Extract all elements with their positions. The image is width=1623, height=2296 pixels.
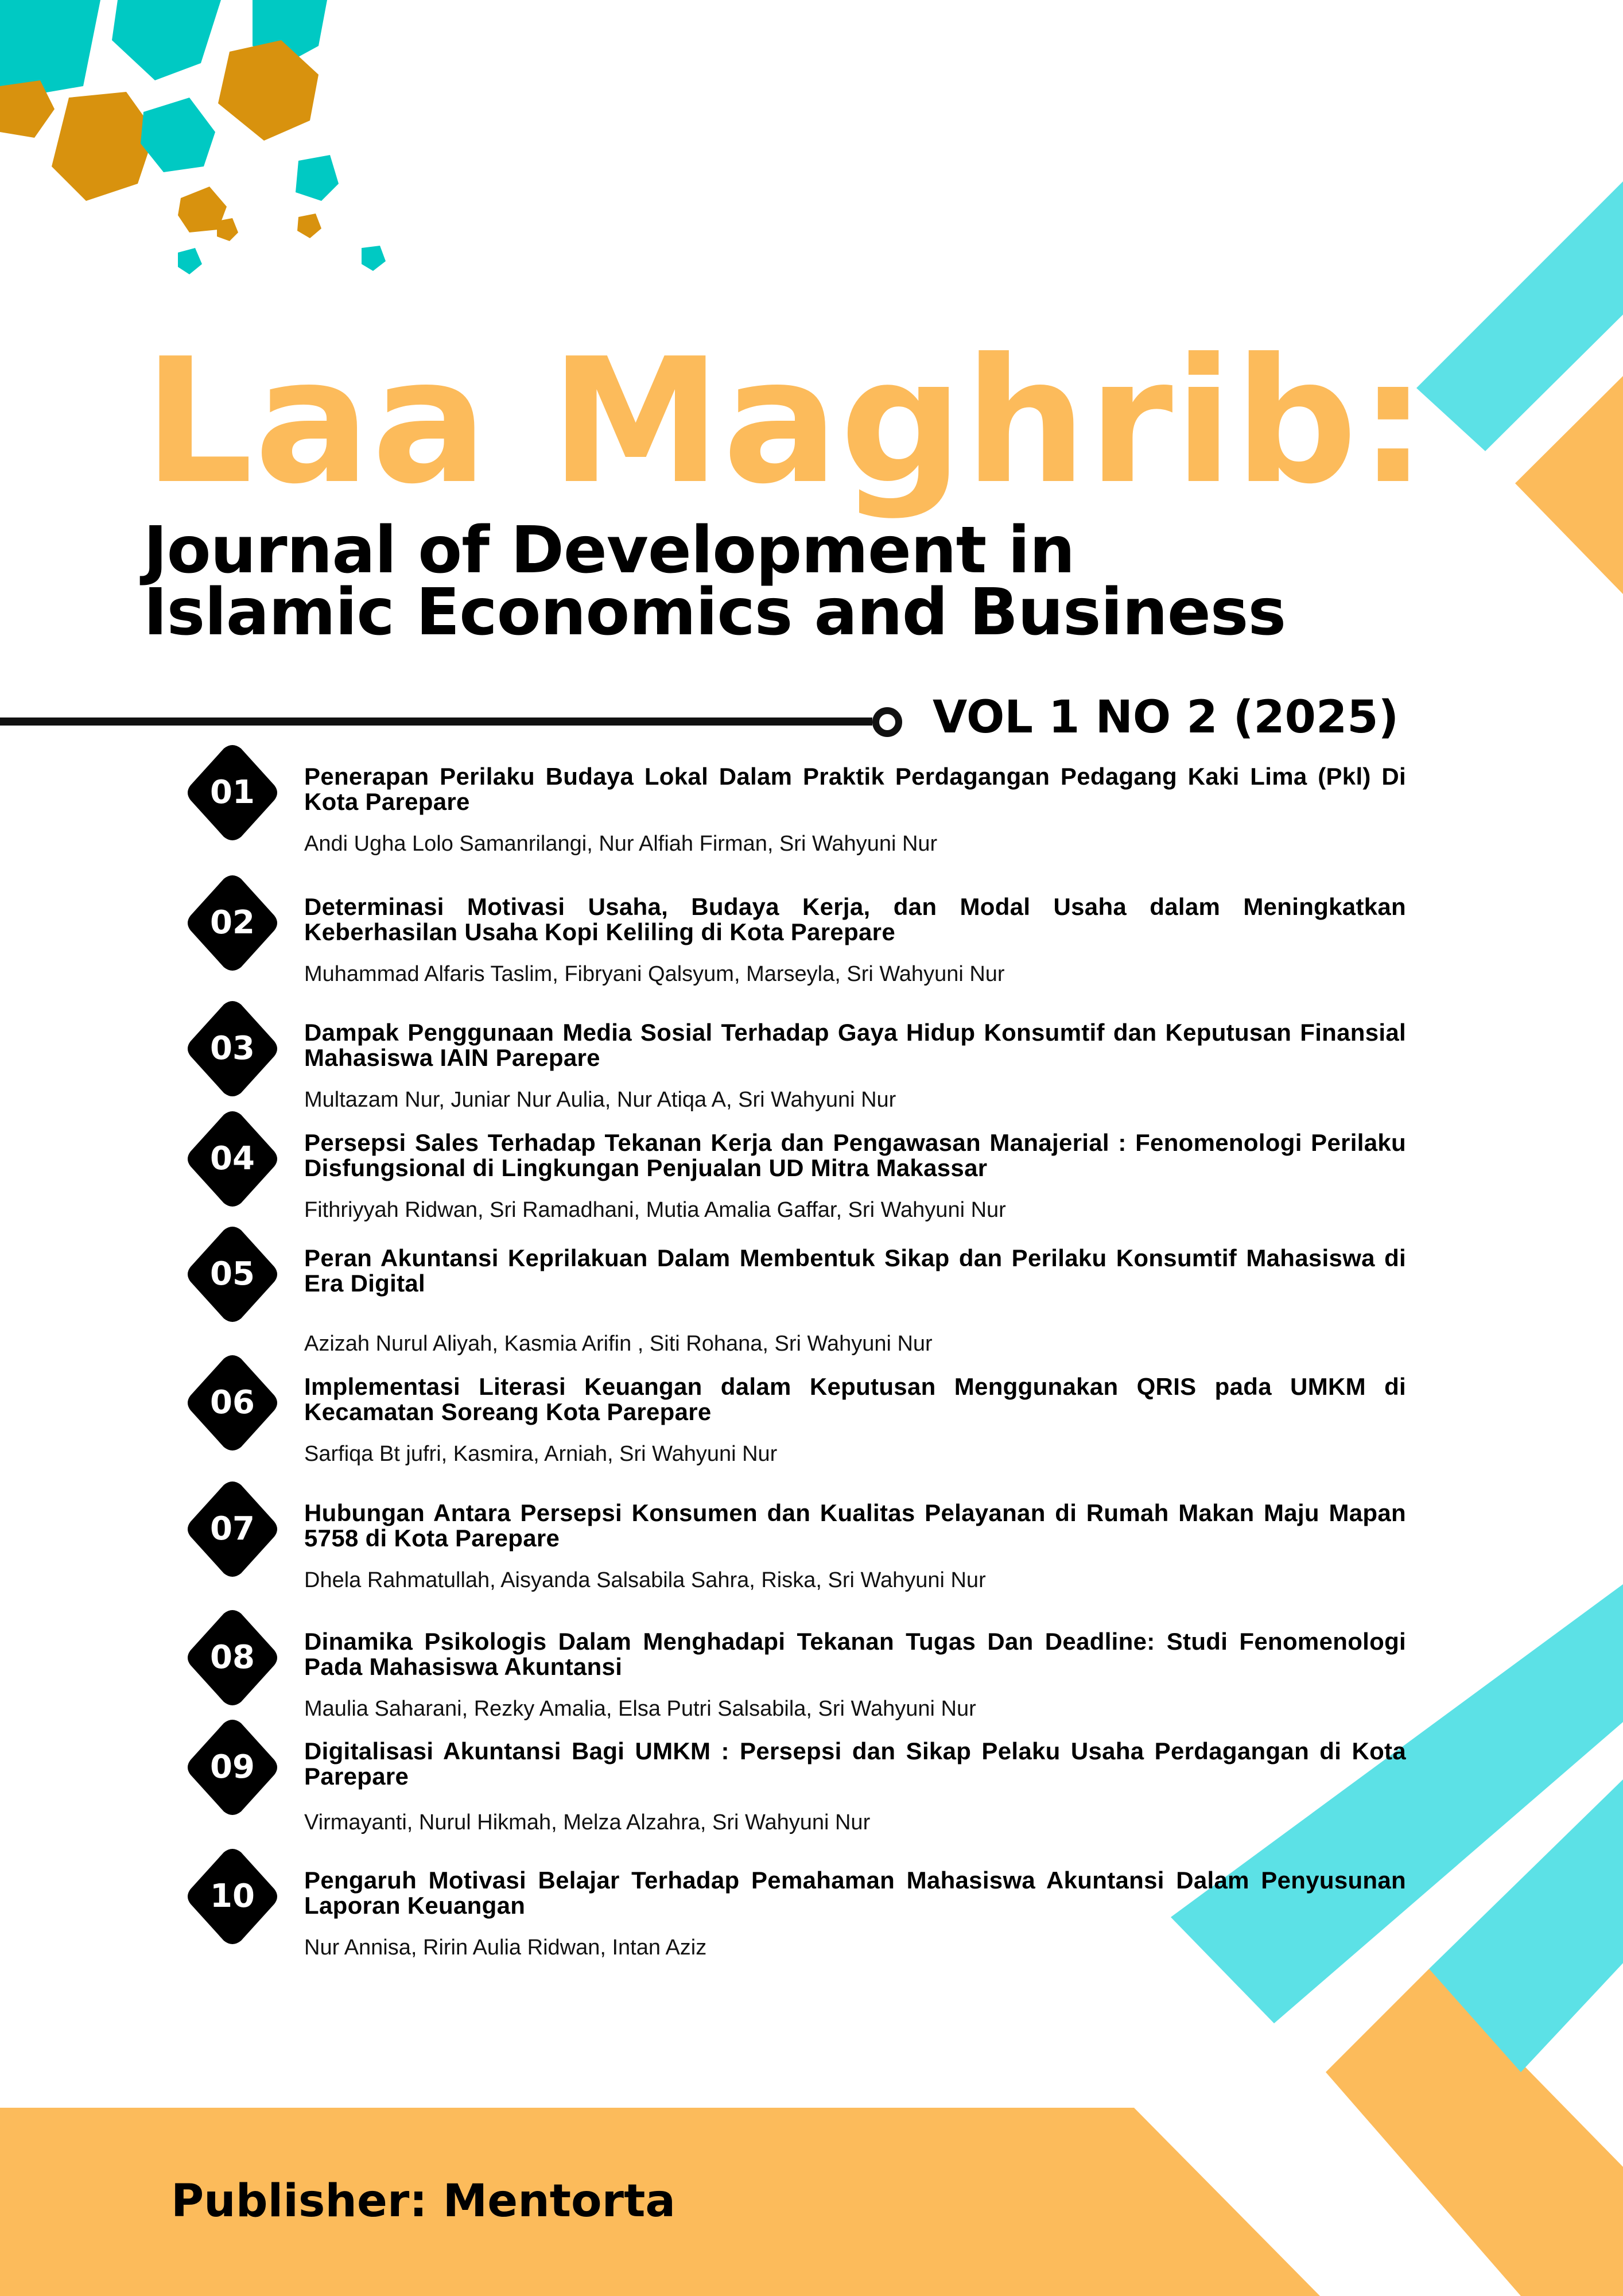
article-number: 03 [210,1030,255,1067]
journal-title: Laa Maghrib: [143,321,1429,522]
article-title: Persepsi Sales Terhadap Tekanan Kerja dan Pengawasan Manajerial : Fenomenologi Perilaku Disfungsional di Lingkungan Penjualan UD Mitra Makassar [304,1129,1406,1181]
article-title: Dampak Penggunaan Media Sosial Terhadap Gaya Hidup Konsumtif dan Keputusan Finansial Mahasiswa IAIN Parepare [304,1019,1406,1071]
article-authors: Fithriyyah Ridwan, Sri Ramadhani, Mutia Amalia Gaffar, Sri Wahyuni Nur [304,1198,1006,1222]
article-authors: Nur Annisa, Ririn Aulia Ridwan, Intan Aziz [304,1936,707,1960]
article-number: 08 [210,1639,255,1676]
article-title: Determinasi Motivasi Usaha, Budaya Kerja, dan Modal Usaha dalam Meningkatkan Keberhasilan Usaha Kopi Keliling di Kota Parepare [304,893,1406,945]
article-title: Digitalisasi Akuntansi Bagi UMKM : Persepsi dan Sikap Pelaku Usaha Perdagangan di Kota Parepare [304,1737,1406,1790]
article-number-badge [184,1609,281,1707]
article-title: Implementasi Literasi Keuangan dalam Keputusan Menggunakan QRIS pada UMKM di Kecamatan Soreang Kota Parepare [304,1373,1406,1425]
article-number-badge [184,1225,281,1323]
article-number-badge [184,1354,281,1452]
article-number-badge [184,744,281,841]
article-number-badge [184,1848,281,1945]
article-number-badge [184,1000,281,1097]
publisher-label: Publisher: Mentorta [171,2175,675,2227]
article-number: 06 [210,1384,255,1421]
article-authors: Dhela Rahmatullah, Aisyanda Salsabila Sahra, Riska, Sri Wahyuni Nur [304,1568,986,1592]
subtitle-line-1: Journal of Development in [143,513,1075,588]
article-number: 04 [210,1140,255,1177]
article-number-badge [184,1480,281,1578]
article-authors: Muhammad Alfaris Taslim, Fibryani Qalsyum, Marseyla, Sri Wahyuni Nur [304,962,1005,986]
subtitle-line-2: Islamic Economics and Business [143,575,1286,650]
hexagon-cluster-decoration [0,0,386,274]
divider-dot [872,707,902,737]
article-authors: Maulia Saharani, Rezky Amalia, Elsa Putri Salsabila, Sri Wahyuni Nur [304,1697,976,1721]
article-authors: Azizah Nurul Aliyah, Kasmia Arifin , Siti Rohana, Sri Wahyuni Nur [304,1332,933,1356]
divider-line [0,718,872,726]
article-number: 10 [210,1878,255,1915]
article-title: Peran Akuntansi Keprilakuan Dalam Membentuk Sikap dan Perilaku Konsumtif Mahasiswa di Era Digital [304,1244,1406,1297]
article-number-badge [184,1719,281,1816]
article-authors: Multazam Nur, Juniar Nur Aulia, Nur Atiqa A, Sri Wahyuni Nur [304,1088,896,1112]
article-number-badge [184,874,281,972]
journal-subtitle [143,513,1286,650]
article-number: 05 [210,1255,255,1293]
article-number: 02 [210,904,255,941]
article-title: Hubungan Antara Persepsi Konsumen dan Kualitas Pelayanan di Rumah Makan Maju Mapan 5758 di Kota Parepare [304,1499,1406,1552]
article-number: 01 [210,774,255,811]
article-authors: Virmayanti, Nurul Hikmah, Melza Alzahra, Sri Wahyuni Nur [304,1810,871,1835]
article-title: Penerapan Perilaku Budaya Lokal Dalam Praktik Perdagangan Pedagang Kaki Lima (Pkl) Di Kota Parepare [304,763,1406,815]
article-authors: Sarfiqa Bt jufri, Kasmira, Arniah, Sri Wahyuni Nur [304,1442,778,1466]
article-number: 09 [210,1748,255,1786]
article-title: Dinamika Psikologis Dalam Menghadapi Tekanan Tugas Dan Deadline: Studi Fenomenologi Pada Mahasiswa Akuntansi [304,1628,1406,1680]
article-number-badge [184,1110,281,1208]
article-number: 07 [210,1510,255,1548]
article-title: Pengaruh Motivasi Belajar Terhadap Pemahaman Mahasiswa Akuntansi Dalam Penyusunan Laporan Keuangan [304,1867,1406,1919]
volume-label: VOL 1 NO 2 (2025) [933,692,1399,743]
article-authors: Andi Ugha Lolo Samanrilangi, Nur Alfiah Firman, Sri Wahyuni Nur [304,832,938,856]
